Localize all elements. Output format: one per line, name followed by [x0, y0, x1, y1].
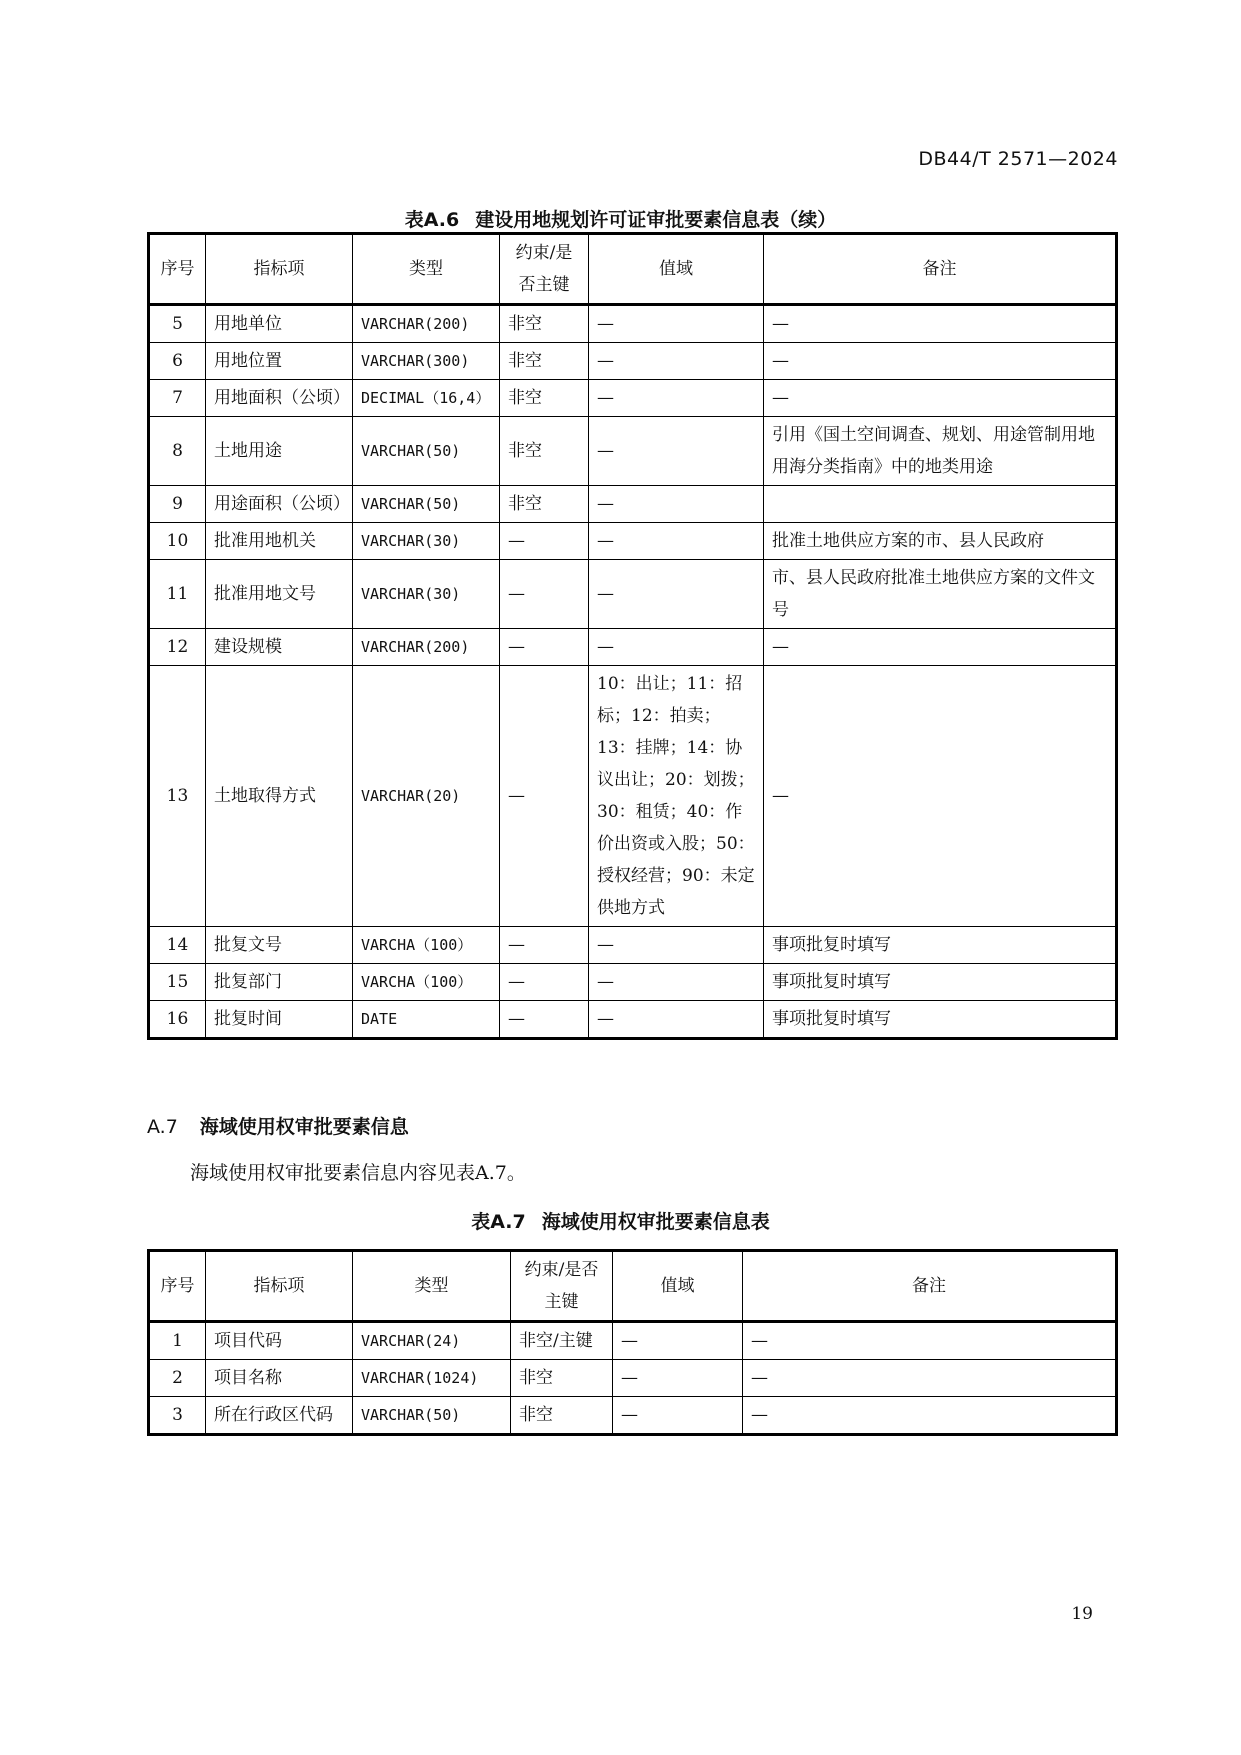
col-header-type: 类型	[353, 234, 500, 305]
cell-note: —	[764, 305, 1117, 343]
cell-item: 所在行政区代码	[206, 1397, 353, 1435]
cell-item: 用地面积（公顷）	[206, 380, 353, 417]
cell-item: 项目名称	[206, 1360, 353, 1397]
page-number: 19	[1071, 1604, 1093, 1624]
table-row	[149, 305, 1117, 343]
col-header-type: 类型	[353, 1251, 511, 1322]
cell-domain: —	[613, 1397, 743, 1435]
table-a7-caption-title: 海域使用权审批要素信息表	[541, 1211, 770, 1233]
cell-item: 批复文号	[206, 927, 353, 964]
table-row	[149, 666, 1117, 927]
table-row	[149, 927, 1117, 964]
table-row	[149, 343, 1117, 380]
cell-no: 10	[149, 523, 206, 560]
cell-domain: —	[589, 1001, 764, 1039]
cell-no: 5	[149, 305, 206, 343]
cell-note: 事项批复时填写	[764, 1001, 1117, 1039]
cell-item: 批复时间	[206, 1001, 353, 1039]
cell-item: 用地单位	[206, 305, 353, 343]
cell-item: 建设规模	[206, 629, 353, 666]
cell-note: —	[743, 1322, 1117, 1360]
cell-no: 12	[149, 629, 206, 666]
cell-note: —	[764, 666, 1117, 927]
cell-type: VARCHAR(50)	[353, 417, 500, 486]
cell-item: 批复部门	[206, 964, 353, 1001]
cell-type: VARCHAR(24)	[353, 1322, 511, 1360]
cell-domain: —	[589, 343, 764, 380]
table-row	[149, 417, 1117, 486]
cell-note: —	[764, 380, 1117, 417]
table-row	[149, 1360, 1117, 1397]
cell-no: 7	[149, 380, 206, 417]
table-a6	[147, 232, 1118, 1040]
cell-domain: —	[613, 1360, 743, 1397]
cell-constraint: —	[500, 523, 589, 560]
cell-domain: —	[589, 305, 764, 343]
section-number: A.7	[147, 1116, 178, 1138]
cell-constraint: —	[500, 629, 589, 666]
table-header-row	[149, 234, 1117, 305]
cell-no: 2	[149, 1360, 206, 1397]
cell-no: 16	[149, 1001, 206, 1039]
cell-no: 3	[149, 1397, 206, 1435]
cell-constraint: 非空	[500, 417, 589, 486]
table-row	[149, 523, 1117, 560]
col-header-note: 备注	[743, 1251, 1117, 1322]
cell-domain: —	[589, 629, 764, 666]
cell-type: VARCHAR(30)	[353, 560, 500, 629]
cell-domain: —	[589, 964, 764, 1001]
cell-constraint: —	[500, 964, 589, 1001]
cell-note	[764, 486, 1117, 523]
cell-note: 事项批复时填写	[764, 964, 1117, 1001]
col-header-item: 指标项	[206, 1251, 353, 1322]
cell-domain: 10：出让；11：招标；12：拍卖；13：挂牌；14：协议出让；20：划拨；30：租赁；40：作价出资或入股；50：授权经营；90：未定供地方式	[589, 666, 764, 927]
cell-domain: —	[589, 486, 764, 523]
cell-domain: —	[589, 380, 764, 417]
cell-type: VARCHAR(200)	[353, 305, 500, 343]
cell-item: 批准用地机关	[206, 523, 353, 560]
cell-constraint: —	[500, 666, 589, 927]
col-header-domain: 值域	[613, 1251, 743, 1322]
col-header-note: 备注	[764, 234, 1117, 305]
cell-no: 14	[149, 927, 206, 964]
cell-type: VARCHAR(300)	[353, 343, 500, 380]
cell-constraint: —	[500, 560, 589, 629]
section-title: 海域使用权审批要素信息	[199, 1116, 409, 1138]
table-row	[149, 380, 1117, 417]
cell-note: 批准土地供应方案的市、县人民政府	[764, 523, 1117, 560]
table-row	[149, 486, 1117, 523]
cell-constraint: 非空	[500, 486, 589, 523]
cell-no: 1	[149, 1322, 206, 1360]
cell-type: VARCHAR(50)	[353, 486, 500, 523]
cell-constraint: 非空/主键	[511, 1322, 613, 1360]
cell-constraint: —	[500, 1001, 589, 1039]
cell-constraint: 非空	[500, 380, 589, 417]
table-row	[149, 629, 1117, 666]
table-a7-caption	[0, 1207, 1241, 1234]
cell-note: 引用《国土空间调查、规划、用途管制用地用海分类指南》中的地类用途	[764, 417, 1117, 486]
table-a7-caption-number: 表A.7	[471, 1211, 526, 1233]
col-header-constraint: 约束/是否主键	[511, 1251, 613, 1322]
cell-type: VARCHA（100）	[353, 927, 500, 964]
cell-domain: —	[589, 523, 764, 560]
cell-type: VARCHAR(50)	[353, 1397, 511, 1435]
cell-no: 13	[149, 666, 206, 927]
table-row	[149, 560, 1117, 629]
cell-no: 6	[149, 343, 206, 380]
cell-domain: —	[613, 1322, 743, 1360]
col-header-no: 序号	[149, 1251, 206, 1322]
cell-item: 项目代码	[206, 1322, 353, 1360]
table-row	[149, 1322, 1117, 1360]
table-a6-caption-number: 表A.6	[404, 209, 460, 231]
cell-domain: —	[589, 417, 764, 486]
cell-note: —	[743, 1360, 1117, 1397]
table-row	[149, 1397, 1117, 1435]
cell-item: 土地用途	[206, 417, 353, 486]
cell-domain: —	[589, 560, 764, 629]
cell-constraint: 非空	[511, 1360, 613, 1397]
cell-no: 11	[149, 560, 206, 629]
cell-type: VARCHAR(30)	[353, 523, 500, 560]
table-header-row	[149, 1251, 1117, 1322]
table-row	[149, 1001, 1117, 1039]
cell-constraint: 非空	[511, 1397, 613, 1435]
cell-type: VARCHAR(20)	[353, 666, 500, 927]
cell-note: 事项批复时填写	[764, 927, 1117, 964]
table-a6-caption-title: 建设用地规划许可证审批要素信息表（续）	[475, 209, 837, 231]
cell-constraint: 非空	[500, 305, 589, 343]
cell-item: 土地取得方式	[206, 666, 353, 927]
section-a7-paragraph: 海域使用权审批要素信息内容见表A.7。	[190, 1162, 526, 1184]
cell-item: 批准用地文号	[206, 560, 353, 629]
cell-type: VARCHAR(200)	[353, 629, 500, 666]
cell-constraint: 非空	[500, 343, 589, 380]
cell-constraint: —	[500, 927, 589, 964]
cell-item: 用地位置	[206, 343, 353, 380]
section-a7-heading	[147, 1112, 409, 1139]
cell-note: —	[764, 629, 1117, 666]
cell-type: VARCHAR(1024)	[353, 1360, 511, 1397]
cell-no: 9	[149, 486, 206, 523]
table-a7	[147, 1249, 1118, 1436]
col-header-no: 序号	[149, 234, 206, 305]
cell-item: 用途面积（公顷）	[206, 486, 353, 523]
cell-no: 15	[149, 964, 206, 1001]
cell-type: DATE	[353, 1001, 500, 1039]
cell-domain: —	[589, 927, 764, 964]
cell-type: VARCHA（100）	[353, 964, 500, 1001]
standard-code: DB44/T 2571—2024	[918, 148, 1118, 170]
cell-note: —	[764, 343, 1117, 380]
cell-note: —	[743, 1397, 1117, 1435]
col-header-constraint: 约束/是否主键	[500, 234, 589, 305]
col-header-domain: 值域	[589, 234, 764, 305]
table-a6-caption	[0, 205, 1241, 232]
col-header-item: 指标项	[206, 234, 353, 305]
cell-type: DECIMAL（16,4）	[353, 380, 500, 417]
table-row	[149, 964, 1117, 1001]
table-a6-body	[149, 305, 1117, 1039]
cell-note: 市、县人民政府批准土地供应方案的文件文号	[764, 560, 1117, 629]
cell-no: 8	[149, 417, 206, 486]
table-a7-body	[149, 1322, 1117, 1435]
